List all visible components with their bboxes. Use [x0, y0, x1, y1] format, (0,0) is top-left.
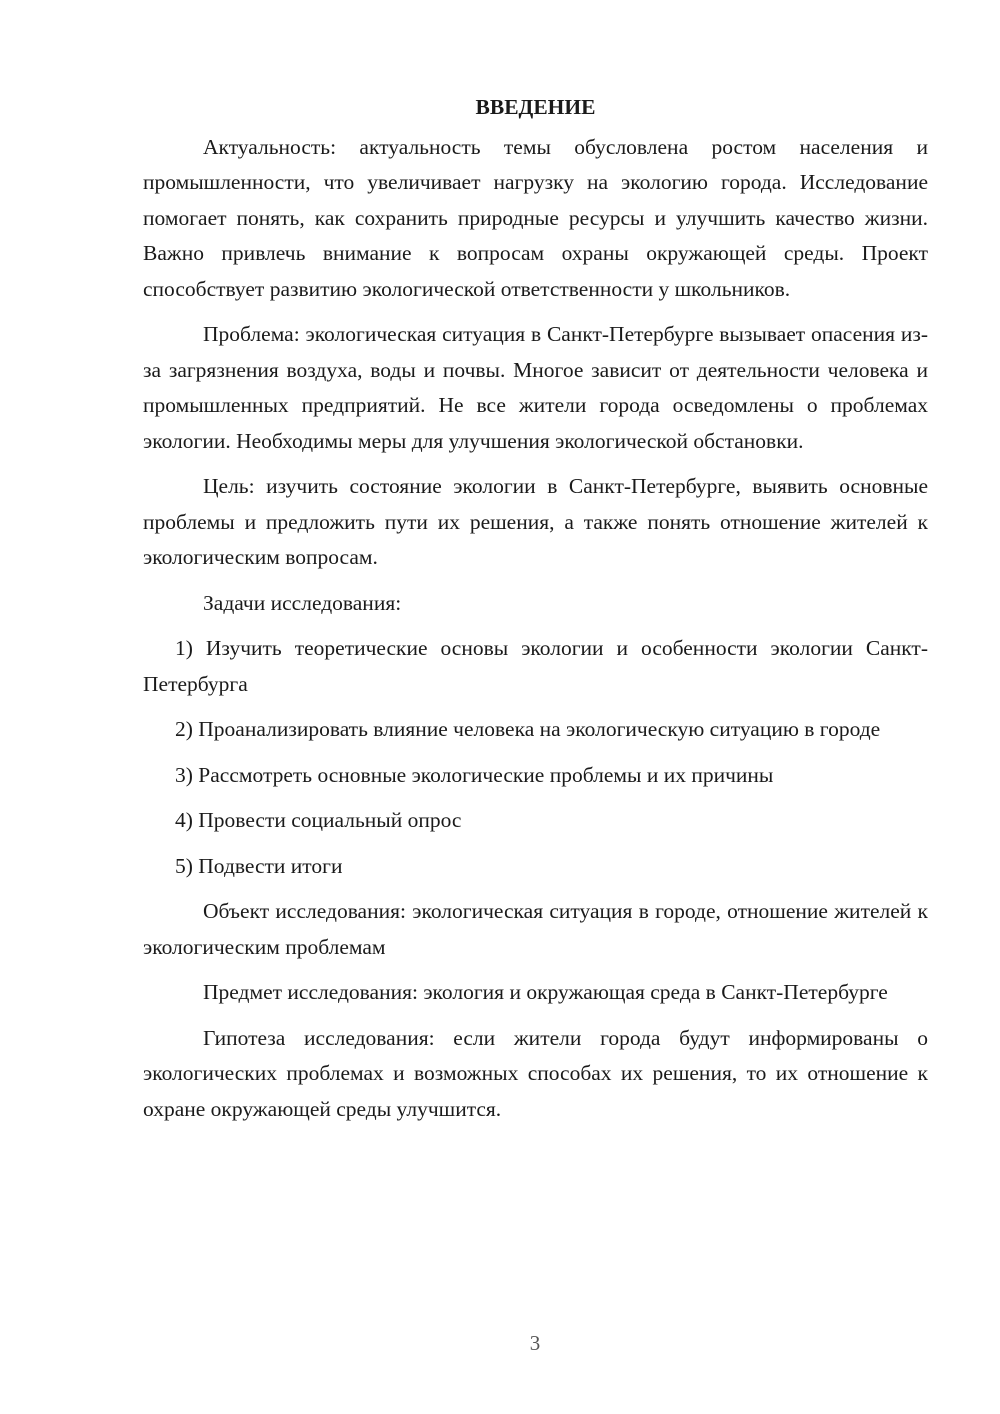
task-item: 4) Провести социальный опрос	[175, 808, 462, 832]
problem-paragraph: Проблема: экологическая ситуация в Санкт-Петербурге вызывает опасения из-за загрязнения воздуха, воды и почвы. Многое зависит от деятельности человека и промышленных предприятий. Не все жители города осведомлены о проблемах экологии. Необходимы меры для улучшения экологической обстановки.	[143, 322, 928, 453]
task-item: 5) Подвести итоги	[175, 853, 343, 878]
page-number: 3	[529, 1331, 541, 1355]
document-page	[143, 90, 928, 1137]
relevance-paragraph: Актуальность: актуальность темы обусловлена ростом населения и промышленности, что увеличивает нагрузку на экологию города. Исследование помогает понять, как сохранить природные ресурсы и улучшить качество жизни. Важно привлечь внимание к вопросам охраны окружающей среды. Проект способствует развитию экологической ответственности у школьников.	[143, 134, 928, 301]
task-item: 3) Рассмотреть основные экологические проблемы и их причины	[175, 762, 774, 787]
task-item: 2) Проанализировать влияние человека на экологическую ситуацию в городе	[175, 717, 881, 741]
section-title: ВВЕДЕНИЕ	[475, 95, 596, 119]
task-item: 1) Изучить теоретические основы экологии и особенности экологии Санкт-Петербурга	[143, 636, 928, 696]
subject-paragraph: Предмет исследования: экология и окружающая среда в Санкт-Петербурге	[203, 980, 888, 1004]
hypothesis-paragraph: Гипотеза исследования: если жители города будут информированы о экологических проблемах и возможных способах их решения, то их отношение к охране окружающей среды улучшится.	[143, 1025, 928, 1121]
tasks-heading: Задачи исследования:	[203, 590, 402, 615]
goal-paragraph: Цель: изучить состояние экологии в Санкт-Петербурге, выявить основные проблемы и предложить пути их решения, а также понять отношение жителей к экологическим вопросам.	[143, 474, 928, 569]
object-paragraph: Объект исследования: экологическая ситуация в городе, отношение жителей к экологическим проблемам	[143, 899, 928, 959]
